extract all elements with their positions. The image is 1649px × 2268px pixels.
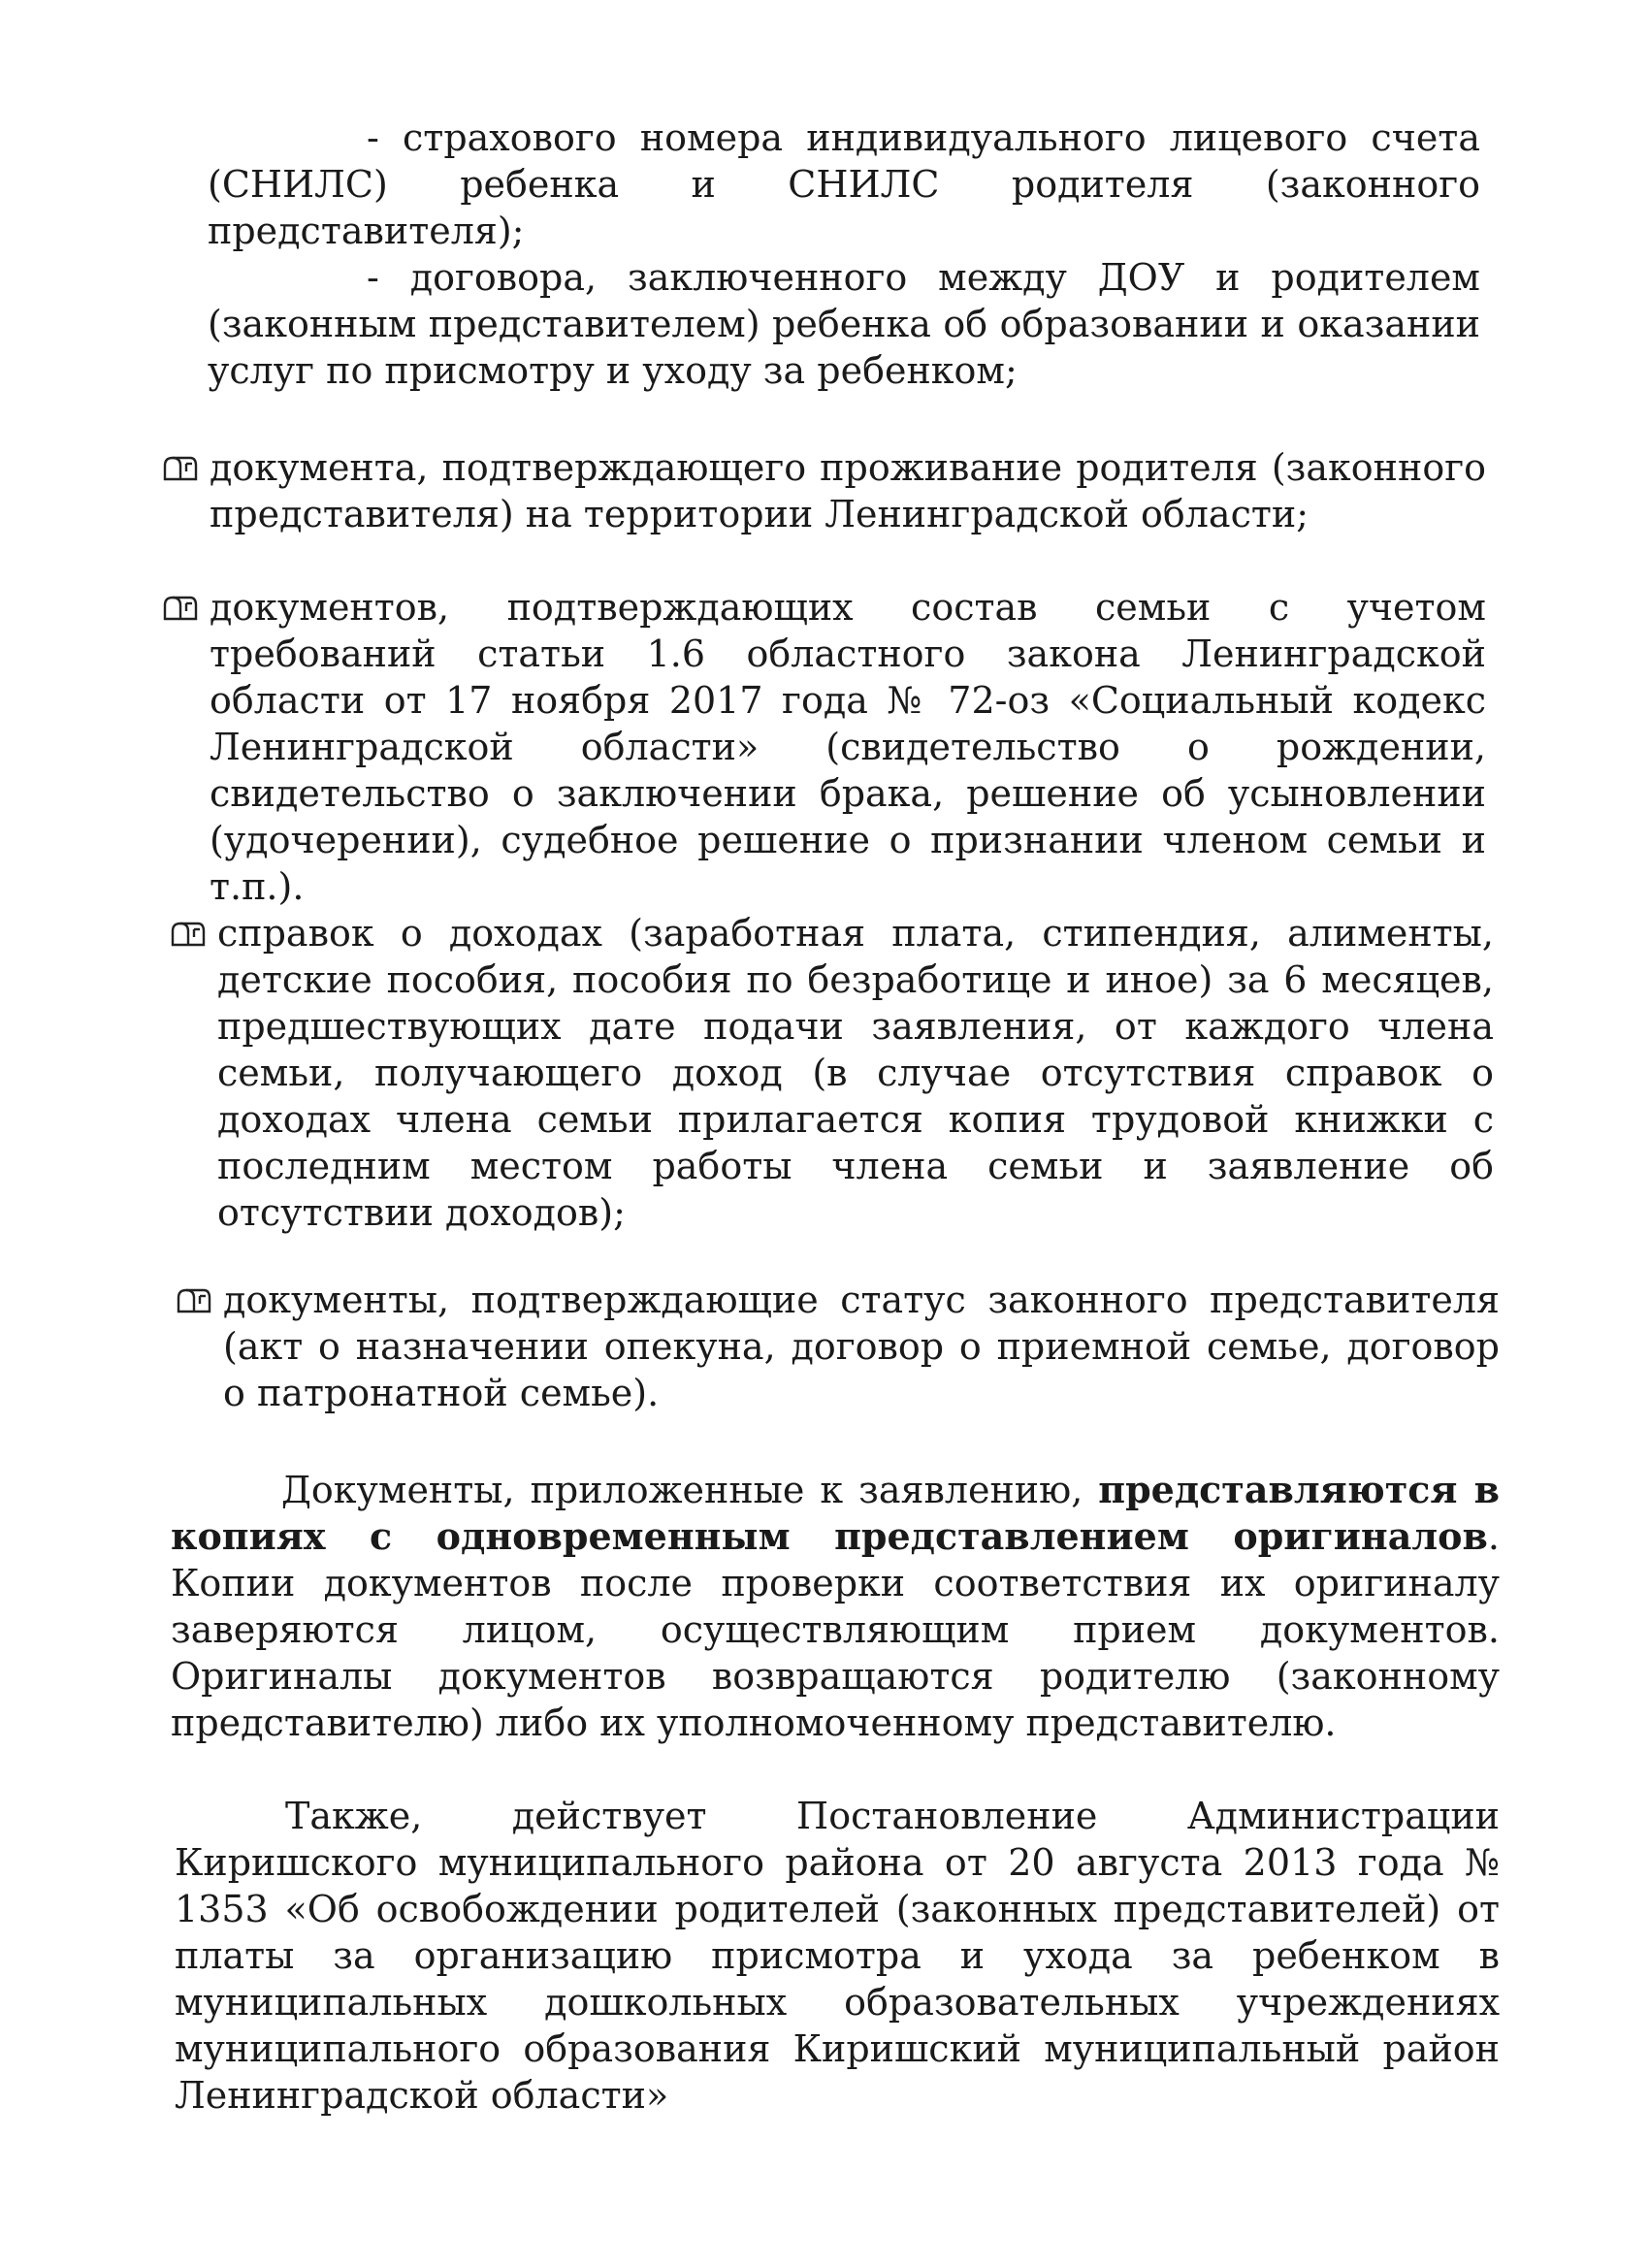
mailbox-icon <box>175 1286 213 1315</box>
copies-text-end: . Копии документов после проверки соответствия их оригиналу заверяются лицом, осуществляющим прием документов. Оригиналы документов возвращаются родителю (законному представителю) либо их уполномоченному представителю. <box>171 1515 1500 1744</box>
copies-paragraph <box>171 1467 1500 1746</box>
mailbox-icon <box>161 454 200 483</box>
item-guardian: документы, подтверждающие статус законного представителя (акт о назначении опекуна, договор о приемной семье, договор о патронатной семье). <box>223 1279 1500 1414</box>
copies-text-start: Документы, приложенные к заявлению, <box>281 1469 1099 1511</box>
bullet-item-family <box>161 584 1486 910</box>
item-snils: - страхового номера индивидуального лицевого счета (СНИЛС) ребенка и СНИЛС родителя (законного представителя); <box>208 116 1480 252</box>
item-contract: - договора, заключенного между ДОУ и родителем (законным представителем) ребенка об образовании и оказании услуг по присмотру и уходу за ребенком; <box>208 256 1480 392</box>
item-residence: документа, подтверждающего проживание родителя (законного представителя) на территории Ленинградской области; <box>210 446 1486 535</box>
resolution-paragraph: Также, действует Постановление Администрации Киришского муниципального района от 20 августа 2013 года № 1353 «Об освобождении родителей (законных представителей) от платы за организацию присмотра и ухода за ребенком в муниципальных дошкольных образовательных учреждениях муниципального образования Киришский муниципальный район Ленинградской области» <box>175 1795 1500 2117</box>
item-family: документов, подтверждающих состав семьи с учетом требований статьи 1.6 областного закона Ленинградской области от 17 ноября 2017 года № 72-оз «Социальный кодекс Ленинградской области» (свидетельство о рождении, свидетельство о заключении брака, решение об усыновлении (удочерении), судебное решение о признании членом семьи и т.п.). <box>210 586 1486 908</box>
bullet-item-income <box>169 910 1494 1236</box>
mailbox-icon <box>169 920 208 949</box>
item-income: справок о доходах (заработная плата, стипендия, алименты, детские пособия, пособия по безработице и иное) за 6 месяцев, предшествующих дате подачи заявления, от каждого члена семьи, получающего доход (в случае отсутствия справок о доходах члена семьи прилагается копия трудовой книжки с последним местом работы члена семьи и заявление об отсутствии доходов); <box>217 912 1494 1234</box>
mailbox-icon <box>161 594 200 623</box>
copies-emphasis: представляются в копиях с одновременным представлением оригиналов <box>171 1468 1500 1558</box>
bullet-item-residence <box>161 444 1486 537</box>
bullet-item-guardian <box>175 1277 1500 1416</box>
